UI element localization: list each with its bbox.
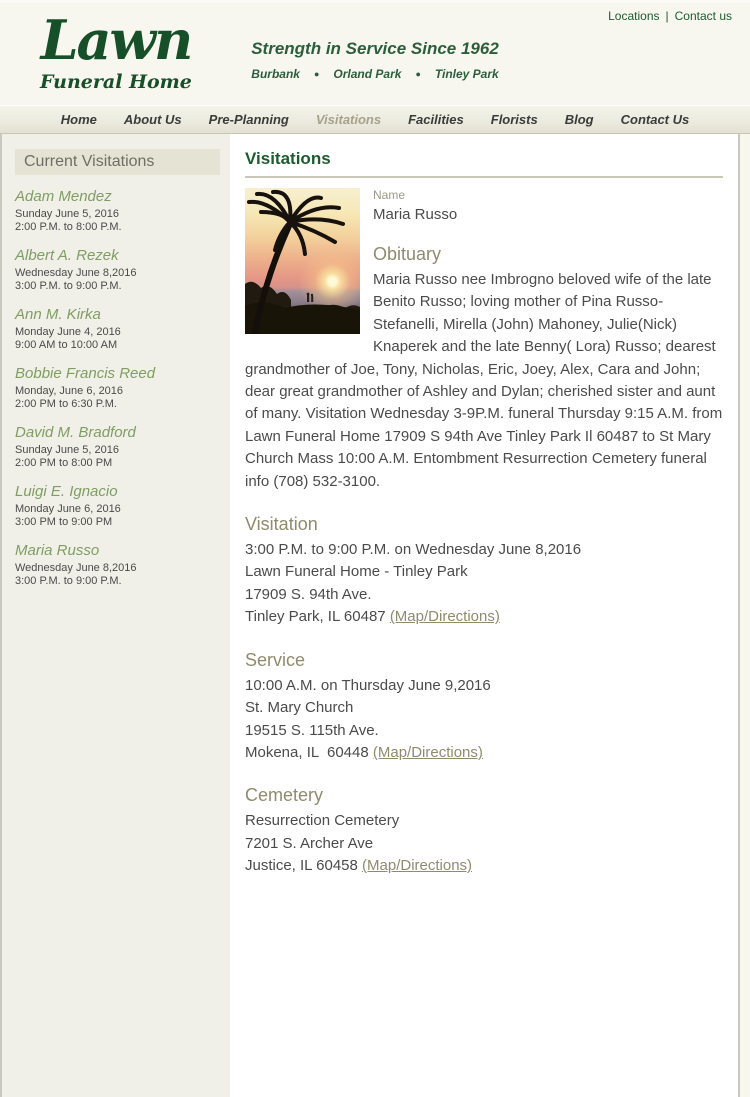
visitation-date: Monday June 6, 2016 (15, 503, 121, 515)
visitation-time: 2:00 P.M. to 8:00 P.M. (15, 221, 122, 233)
visitation-date: Wednesday June 8,2016 (15, 562, 137, 574)
locations-line (0, 67, 750, 81)
nav-item-florists[interactable]: Florists (490, 112, 538, 127)
visitation-date: Sunday June 5, 2016 (15, 444, 119, 456)
nav-item-visitations[interactable]: Visitations (315, 112, 382, 127)
service-section (245, 650, 723, 765)
visitation-list-item (15, 424, 220, 470)
obituary-heading: Obituary (373, 244, 442, 264)
visitation-list-item (15, 188, 220, 234)
visitation-time: 3:00 P.M. to 9:00 P.M. (15, 575, 122, 587)
sunset-palm-photo (245, 188, 360, 334)
deceased-name-link[interactable]: Luigi E. Ignacio (15, 483, 118, 500)
bullet-icon: ● (313, 69, 320, 79)
visitation-time: 2:00 PM to 6:30 P.M. (15, 398, 117, 410)
service-heading: Service (245, 649, 306, 670)
logo-subtitle: Funeral Home (40, 71, 192, 93)
visitation-date: Wednesday June 8,2016 (15, 267, 137, 279)
visitation-list-item (15, 542, 220, 588)
service-city-line (245, 742, 723, 764)
utility-links (608, 9, 732, 23)
deceased-name: Maria Russo (373, 206, 458, 223)
deceased-name-link[interactable]: Maria Russo (15, 542, 100, 559)
visitation-list-item (15, 306, 220, 352)
service-place: St. Mary Church (245, 699, 354, 717)
content-wrapper (0, 134, 740, 1097)
visitation-city: Tinley Park, IL 60487 (245, 608, 390, 626)
location-burbank: Burbank (251, 67, 300, 81)
visitation-time: 9:00 AM to 10:00 AM (15, 339, 118, 351)
visitation-time: 3:00 P.M. to 9:00 P.M. (15, 280, 122, 292)
deceased-name-link[interactable]: Ann M. Kirka (15, 306, 101, 323)
nav-item-blog[interactable]: Blog (564, 112, 594, 127)
cemetery-heading: Cemetery (245, 785, 324, 806)
visitation-datetime: 3:00 P.M. to 9:00 P.M. on Wednesday June 8,2016 (245, 541, 582, 559)
header-tagline (0, 39, 750, 81)
nav-item-pre-planning[interactable]: Pre-Planning (208, 112, 289, 127)
visitation-date: Monday, June 6, 2016 (15, 385, 124, 397)
service-city: Mokena, IL 60448 (245, 743, 373, 761)
deceased-name-link[interactable]: Adam Mendez (15, 188, 112, 205)
main-content (230, 134, 738, 1097)
nav-item-about-us[interactable]: About Us (123, 112, 182, 127)
site-header (0, 0, 750, 105)
map-directions-link[interactable]: (Map/Directions) (389, 608, 500, 626)
deceased-name-link[interactable]: David M. Bradford (15, 424, 136, 441)
main-nav (0, 105, 750, 134)
visitation-street: 17909 S. 94th Ave. (245, 585, 372, 603)
nav-item-facilities[interactable]: Facilities (408, 112, 464, 127)
visitation-list-item (15, 483, 220, 529)
visitation-place: Lawn Funeral Home - Tinley Park (245, 563, 468, 581)
visitation-section (245, 514, 723, 629)
sidebar-title: Current Visitations (15, 149, 220, 175)
cemetery-city-line (245, 855, 723, 877)
visitation-date: Sunday June 5, 2016 (15, 208, 119, 220)
visitation-heading: Visitation (245, 514, 318, 535)
service-datetime: 10:00 A.M. on Thursday June 9,2016 (245, 676, 491, 694)
visitation-list-item (15, 247, 220, 293)
cemetery-section (245, 785, 723, 877)
cemetery-name: Resurrection Cemetery (245, 812, 400, 830)
map-directions-link[interactable]: (Map/Directions) (362, 857, 473, 875)
visitation-time: 3:00 PM to 9:00 PM (15, 516, 113, 528)
cemetery-street: 7201 S. Archer Ave (245, 834, 374, 852)
deceased-name-link[interactable]: Albert A. Rezek (15, 247, 119, 264)
bullet-icon: ● (415, 69, 421, 79)
current-visitations-sidebar (2, 134, 230, 1097)
location-orland-park: Orland Park (333, 67, 402, 81)
locations-link[interactable]: Locations (608, 9, 660, 23)
page-title: Visitations (245, 149, 331, 168)
visitation-list-item (15, 365, 220, 411)
obituary-text: Maria Russo nee Imbrogno beloved wife of the late Benito Russo; loving mother of Pina Russo-Stefanelli, Mirella (John) Mahoney, Julie(Nick) Knaperek and the late Benny( Lora) Russo; dearest grandmother of Joe, Tony, Nicholas, Eric, Joey, Alex, Cara and John; dear great grandmother of Ashley and Dylan; cherished sister and aunt of many. Visitation Wednesday 3-9P.M. funeral Thursday 9:15 A.M. from Lawn Funeral Home 17909 S 94th Ave Tinley Park Il 60487 to St Mary Church Mass 10:00 A.M. Entombment Resurrection Cemetery funeral info (708) 532-3100. (245, 271, 723, 490)
tagline-text: Strength in Service Since 1962 (251, 39, 499, 58)
visitation-city-line (245, 606, 723, 628)
name-label: Name (373, 188, 406, 202)
map-directions-link[interactable]: (Map/Directions) (372, 743, 483, 761)
service-street: 19515 S. 115th Ave. (245, 721, 379, 739)
nav-item-home[interactable]: Home (60, 112, 97, 127)
location-tinley-park: Tinley Park (434, 67, 499, 81)
cemetery-city: Justice, IL 60458 (245, 857, 363, 875)
deceased-name-link[interactable]: Bobbie Francis Reed (15, 365, 156, 382)
contact-us-link[interactable]: Contact us (674, 9, 732, 23)
palm-silhouette-graphic (245, 188, 360, 334)
visitation-time: 2:00 PM to 8:00 PM (15, 457, 113, 469)
visitation-date: Monday June 4, 2016 (15, 326, 121, 338)
logo-wordmark: Lawn (40, 8, 192, 72)
nav-item-contact-us[interactable]: Contact Us (620, 112, 690, 127)
link-separator: | (665, 9, 669, 23)
title-divider (245, 176, 723, 178)
